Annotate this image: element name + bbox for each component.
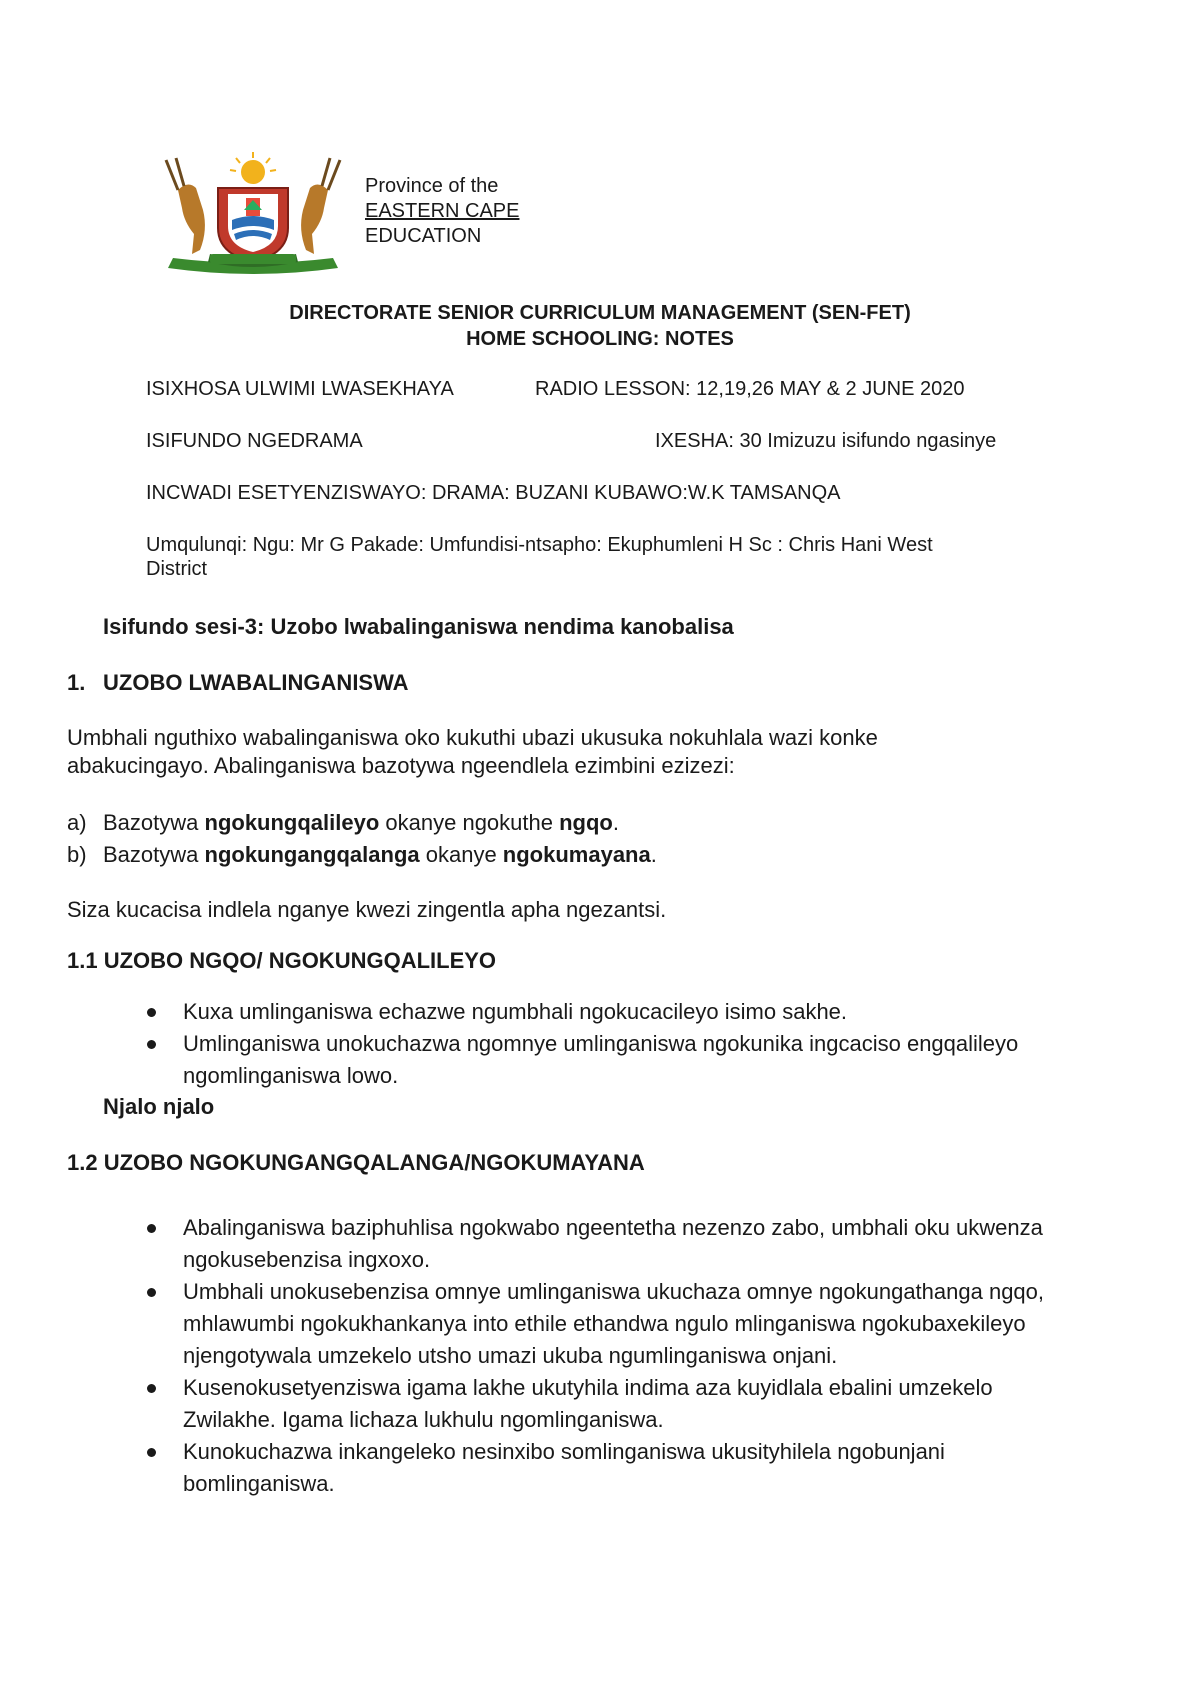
bullet-icon [147, 1288, 156, 1297]
section-1-number: 1. [67, 670, 86, 695]
bullet-text: Kunokuchazwa inkangeleko nesinxibo somlinganiswa ukusityhilela ngobunjani bomlinganiswa. [183, 1439, 945, 1496]
book-label: INCWADI ESETYENZISWAYO: DRAMA: BUZANI KUBAWO:W.K TAMSANQA [146, 482, 841, 504]
bullet-text: Kuxa umlinganiswa echazwe ngumbhali ngokucacileyo isimo sakhe. [183, 999, 848, 1024]
province-block [365, 174, 519, 249]
list-item-a [67, 810, 619, 836]
intro-paragraph [67, 724, 878, 780]
province-line-2: EASTERN CAPE [365, 200, 520, 222]
item-text: okanye [419, 842, 503, 867]
bullet-icon [147, 1384, 156, 1393]
list-item [0, 1212, 1053, 1276]
explain-paragraph: Siza kucacisa indlela nganye kwezi zingentla apha ngezantsi. [67, 897, 667, 922]
item-label: a) [67, 810, 87, 835]
bullet-text: Umlinganiswa unokuchazwa ngomnye umlinganiswa ngokunika ingcaciso engqalileyo ngomlinganiswa lowo. [183, 1031, 1019, 1088]
bullet-icon [147, 1008, 156, 1017]
author-line-1: Umqulunqi: Ngu: Mr G Pakade: Umfundisi-ntsapho: Ekuphumleni H Sc : Chris Hani West [146, 534, 933, 556]
author-line-2: District [146, 558, 208, 580]
province-line-1: Province of the [365, 175, 499, 197]
item-text: Bazotywa [103, 842, 205, 867]
njalo-note: Njalo njalo [103, 1094, 215, 1119]
item-text: Bazotywa [103, 810, 205, 835]
coat-of-arms-logo [148, 150, 358, 280]
intro-line-1: Umbhali nguthixo wabalinganiswa oko kukuthi ubazi ukusuka nokuhlala wazi konke [67, 725, 878, 750]
bullet-icon [147, 1040, 156, 1049]
list-item [0, 996, 1053, 1028]
list-item [0, 1436, 1053, 1500]
item-text: . [612, 810, 619, 835]
item-bold: ngokungangqalanga [204, 842, 420, 867]
subsection-1-1-bullets [0, 996, 1053, 1092]
subject-label: ISIXHOSA ULWIMI LWASEKHAYA [146, 378, 454, 400]
list-item-b [67, 842, 657, 868]
bullet-text: Umbhali unokusebenzisa omnye umlinganiswa ukuchaza omnye ngokungathanga ngqo, mhlawumbi ngokukhankanya into ethile ethandwa ngulo mlinganiswa ngokubaxekileyo njengotywala umzekelo utsho umazi ukuba ngumlinganiswa onjani. [183, 1279, 1045, 1368]
topic-label: ISIFUNDO NGEDRAMA [146, 430, 363, 452]
radio-lesson-label: RADIO LESSON: 12,19,26 MAY & 2 JUNE 2020 [535, 378, 965, 400]
province-line-3: EDUCATION [365, 225, 482, 247]
intro-line-2: abakucingayo. Abalinganiswa bazotywa ngeendlela ezimbini ezizezi: [67, 753, 735, 778]
item-bold: ngokungqalileyo [204, 810, 380, 835]
list-item [0, 1276, 1053, 1372]
item-label: b) [67, 842, 87, 867]
directorate-title: DIRECTORATE SENIOR CURRICULUM MANAGEMENT (SEN-FET) [289, 302, 911, 324]
bullet-icon [147, 1448, 156, 1457]
section-1-heading: UZOBO LWABALINGANISWA [103, 670, 409, 695]
list-item [0, 1372, 1053, 1436]
lesson-title: Isifundo sesi-3: Uzobo lwabalinganiswa nendima kanobalisa [103, 614, 734, 639]
subsection-1-1-heading: 1.1 UZOBO NGQO/ NGOKUNGQALILEYO [67, 948, 497, 973]
list-item [0, 1028, 1053, 1092]
item-text: okanye ngokuthe [379, 810, 560, 835]
subsection-1-2-bullets [0, 1212, 1053, 1500]
subsection-1-2-heading: 1.2 UZOBO NGOKUNGANGQALANGA/NGOKUMAYANA [67, 1150, 645, 1175]
bullet-icon [147, 1224, 156, 1233]
notes-subtitle: HOME SCHOOLING: NOTES [466, 328, 734, 350]
bullet-text: Kusenokusetyenziswa igama lakhe ukutyhila indima aza kuyidlala ebalini umzekelo Zwilakhe. Igama lichaza lukhulu ngomlinganiswa. [183, 1375, 993, 1432]
item-text: . [650, 842, 657, 867]
bullet-text: Abalinganiswa baziphuhlisa ngokwabo ngeentetha nezenzo zabo, umbhali oku ukwenza ngokusebenzisa ingxoxo. [183, 1215, 1043, 1272]
item-bold: ngokumayana [502, 842, 651, 867]
item-bold: ngqo [559, 810, 613, 835]
duration-label: IXESHA: 30 Imizuzu isifundo ngasinye [655, 430, 997, 452]
